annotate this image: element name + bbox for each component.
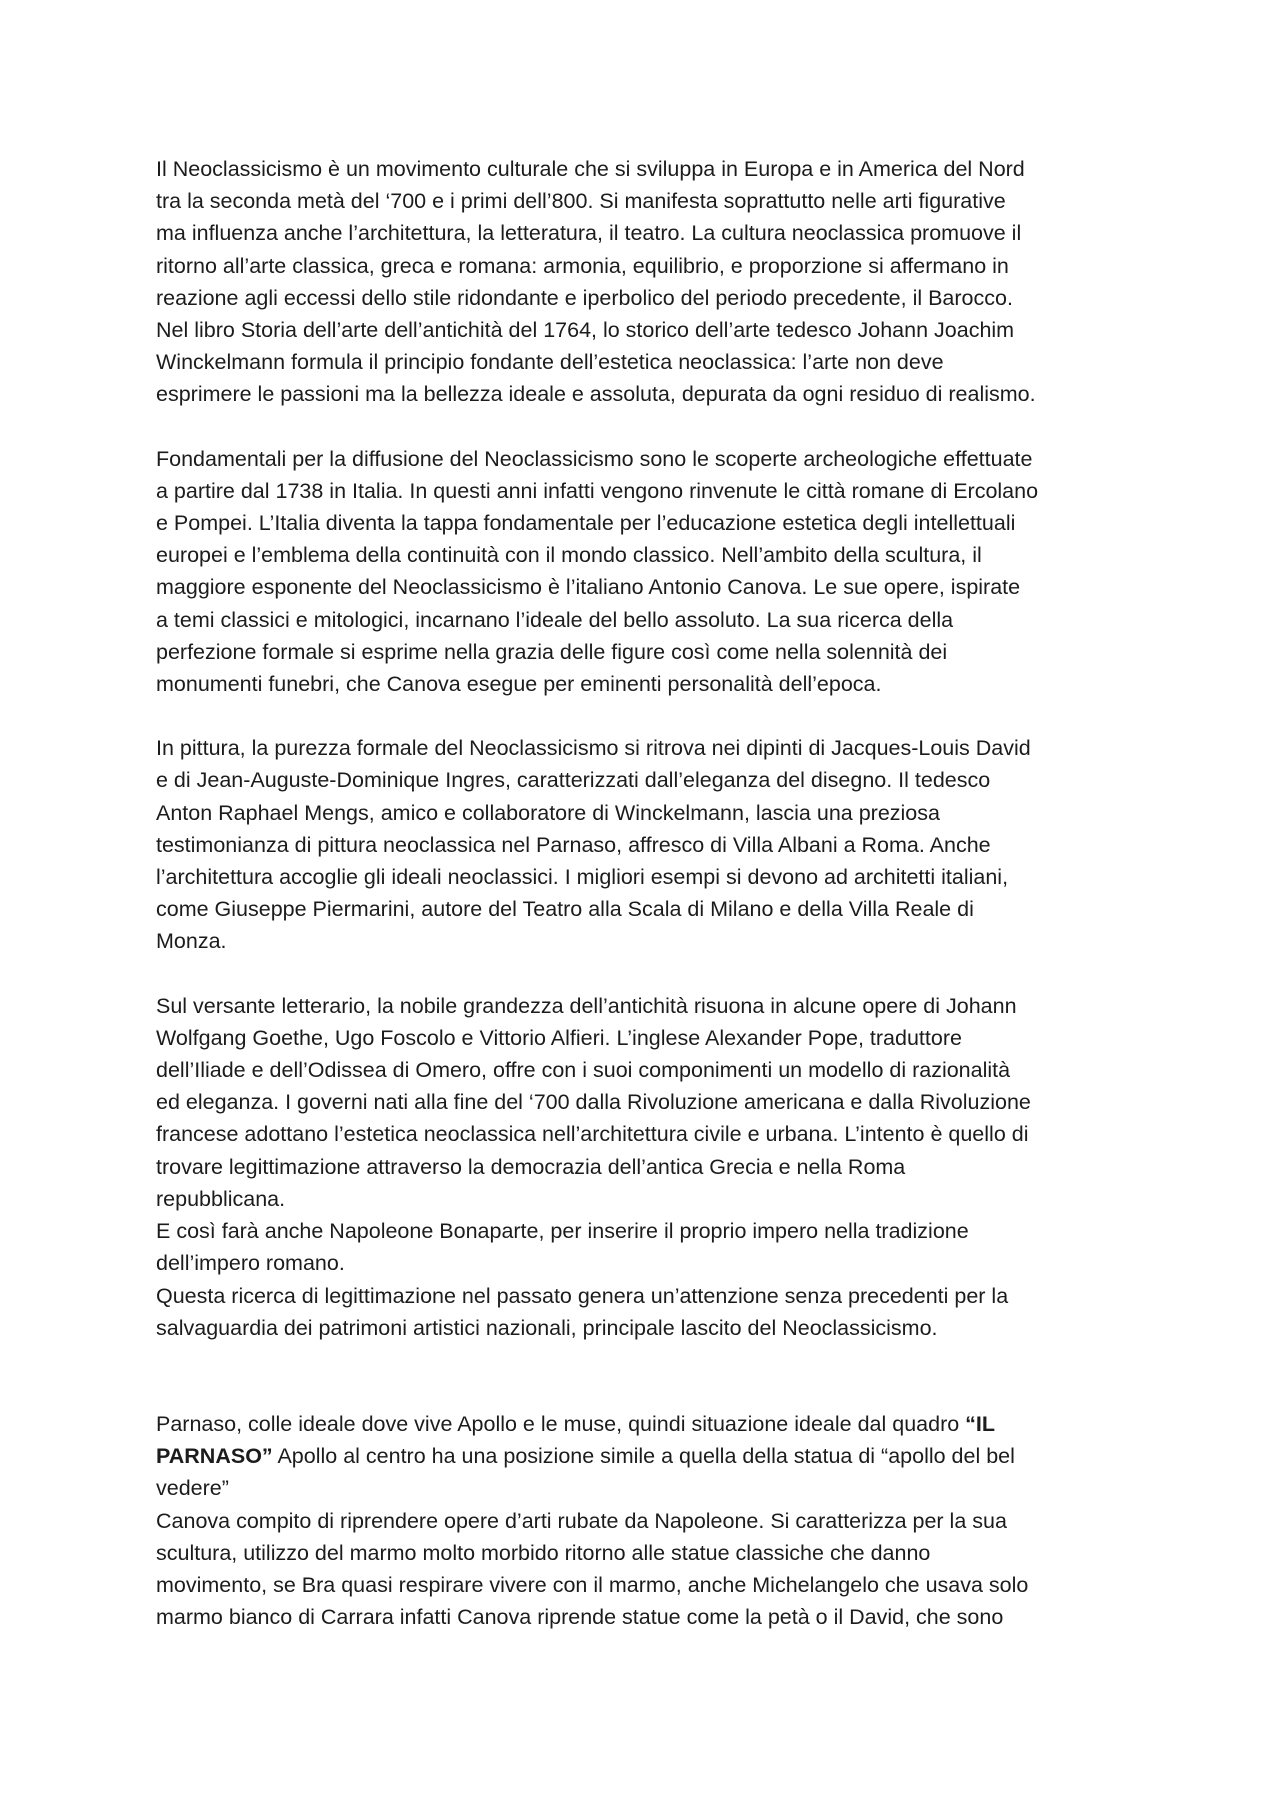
paragraph-canova: Canova compito di riprendere opere d’arti rubate da Napoleone. Si caratterizza per la sua scultura, utilizzo del marmo molto morbido ritorno alle statue classiche che danno movimento, se Bra quasi respirare vivere con il marmo, anche Michelangelo che usava solo marmo bianco di Carrara infatti Canova riprende statue come la petà o il David, che sono <box>156 1508 1029 1630</box>
paragraph-spacer <box>156 700 1136 732</box>
paragraph-intro: Il Neoclassicismo è un movimento culturale che si sviluppa in Europa e in America del Nord tra la seconda metà del ‘700 e i primi dell’800. Si manifesta soprattutto nelle arti figurative ma influenza anche l’architettura, la letteratura, il teatro. La cultura neoclassica promuove il ritorno all’arte classica, greca e romana: armonia, equilibrio, e proporzione si affermano in reazione agli eccessi dello stile ridondante e iperbolico del periodo precedente, il Barocco. Nel libro Storia dell’arte dell’antichità del 1764, lo storico dell’arte tedesco Johann Joachim Winckelmann formula il principio fondante dell’estetica neoclassica: l’arte non deve esprimere le passioni ma la bellezza ideale e assoluta, depurata da ogni residuo di realismo. <box>156 157 1036 407</box>
paragraph-parnaso <box>156 1408 1136 1505</box>
parnaso-text-start: Parnaso, colle ideale dove vive Apollo e le muse, quindi situazione ideale dal quadro <box>156 1411 966 1436</box>
paragraph-literature: Sul versante letterario, la nobile grandezza dell’antichità risuona in alcune opere di Johann Wolfgang Goethe, Ugo Foscolo e Vittorio Alfieri. L’inglese Alexander Pope, traduttore dell’Iliade e dell’Odissea di Omero, offre con i suoi componimenti un modello di razionalità ed eleganza. I governi nati alla fine del ‘700 dalla Rivoluzione americana e dalla Rivoluzione francese adottano l’estetica neoclassica nell’architettura civile e urbana. L’intento è quello di trovare legittimazione attraverso la democrazia dell’antica Grecia e nella Roma repubblicana. <box>156 993 1031 1211</box>
paragraph-spacer <box>156 411 1136 443</box>
parnaso-text-end: Apollo al centro ha una posizione simile a quella della statua di “apollo del bel vedere” <box>156 1444 1015 1501</box>
document-page <box>156 153 1136 1633</box>
paragraph-painting: In pittura, la purezza formale del Neoclassicismo si ritrova nei dipinti di Jacques-Louis David e di Jean-Auguste-Dominique Ingres, caratterizzati dall’eleganza del disegno. Il tedesco Anton Raphael Mengs, amico e collaboratore di Winckelmann, lascia una preziosa testimonianza di pittura neoclassica nel Parnaso, affresco di Villa Albani a Roma. Anche l’architettura accoglie gli ideali neoclassici. I migliori esempi si devono ad architetti italiani, come Giuseppe Piermarini, autore del Teatro alla Scala di Milano e della Villa Reale di Monza. <box>156 736 1031 954</box>
paragraph-spacer <box>156 958 1136 990</box>
parnaso-title-bold: “IL PARNASO” <box>156 1411 996 1469</box>
paragraph-legacy: Questa ricerca di legittimazione nel passato genera un’attenzione senza precedenti per la salvaguardia dei patrimoni artistici nazionali, principale lascito del Neoclassicismo. <box>156 1283 1009 1340</box>
paragraph-archaeology: Fondamentali per la diffusione del Neoclassicismo sono le scoperte archeologiche effettuate a partire dal 1738 in Italia. In questi anni infatti vengono rinvenute le città romane di Ercolano e Pompei. L’Italia diventa la tappa fondamentale per l’educazione estetica degli intellettuali europei e l’emblema della continuità con il mondo classico. Nell’ambito della scultura, il maggiore esponente del Neoclassicismo è l’italiano Antonio Canova. Le sue opere, ispirate a temi classici e mitologici, incarnano l’ideale del bello assoluto. La sua ricerca della perfezione formale si esprime nella grazia delle figure così come nella solennità dei monumenti funebri, che Canova esegue per eminenti personalità dell’epoca. <box>156 446 1039 697</box>
paragraph-spacer <box>156 1344 1136 1408</box>
paragraph-napoleon: E così farà anche Napoleone Bonaparte, per inserire il proprio impero nella tradizione dell’impero romano. <box>156 1219 969 1276</box>
